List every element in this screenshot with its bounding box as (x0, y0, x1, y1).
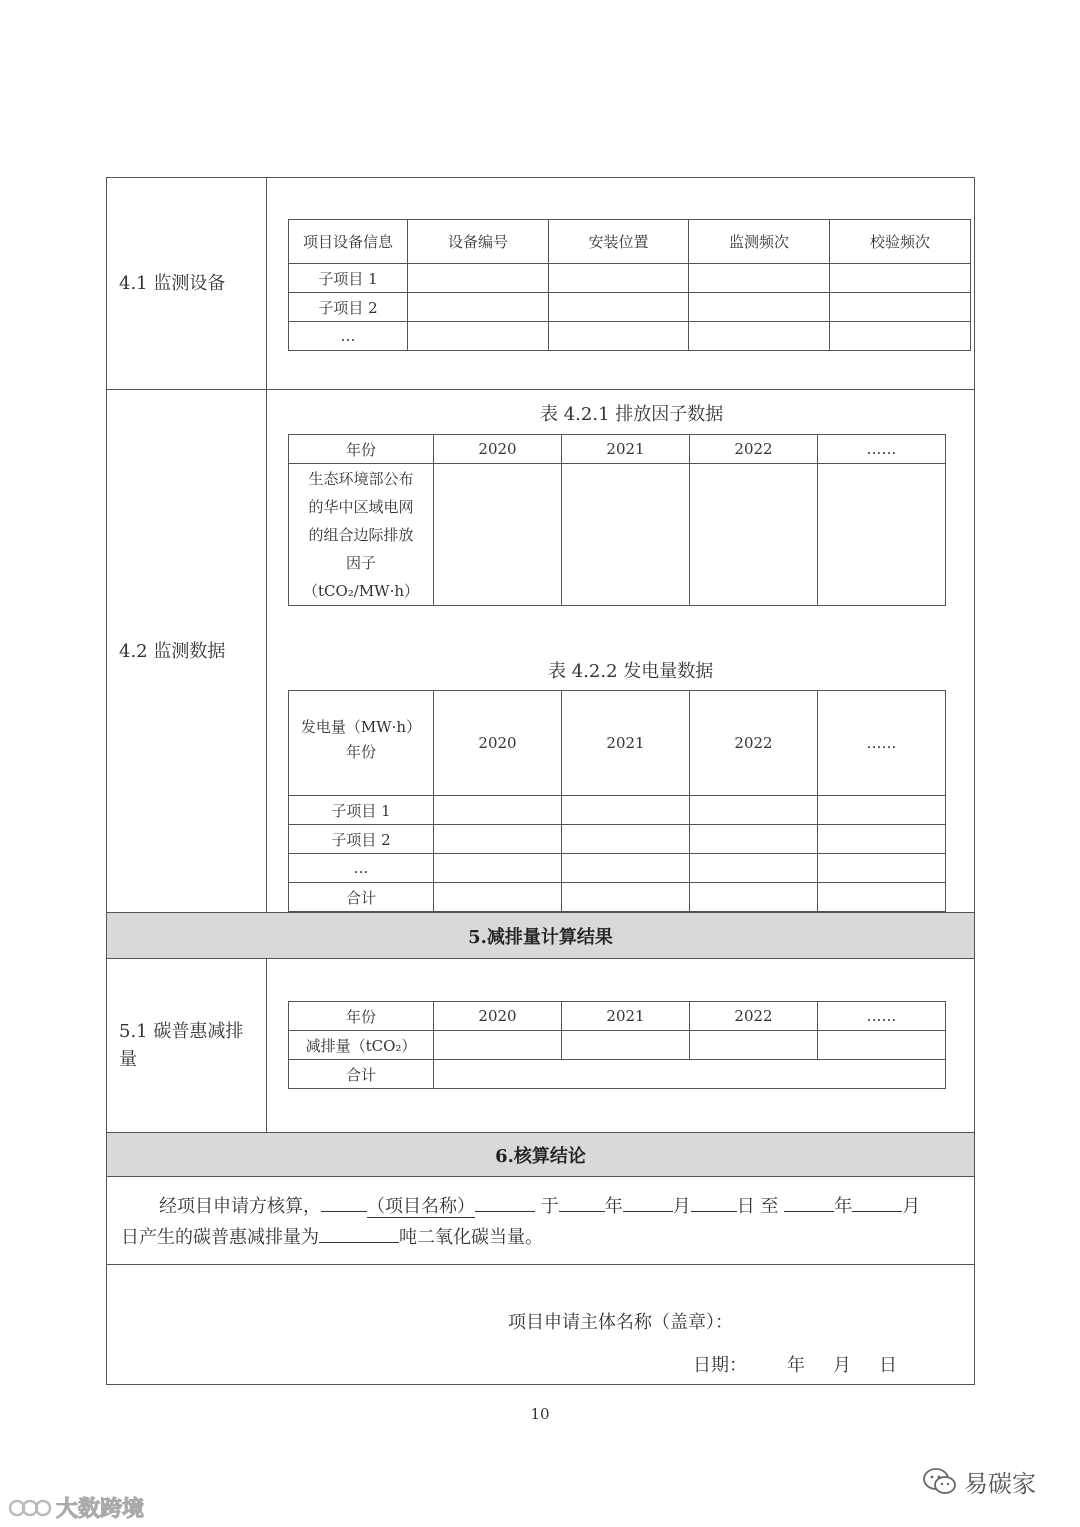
table-row (289, 796, 946, 825)
header-cell: 年份 (289, 435, 434, 464)
header-cell: 2022 (690, 435, 818, 464)
applicant-name-label: 项目申请主体名称（盖章）： (508, 1312, 733, 1333)
header-cell: 2020 (434, 1002, 562, 1031)
table-header-row (289, 220, 971, 264)
watermark-right: 易碳家 (922, 1464, 1036, 1499)
wechat-icon (922, 1466, 958, 1498)
header-cell: 2020 (434, 435, 562, 464)
table-row (289, 1060, 946, 1089)
row-label: … (289, 322, 408, 351)
header-cell: 安装位置 (549, 220, 689, 264)
project-name-blank-left (321, 1191, 367, 1212)
header-cell: 设备编号 (408, 220, 549, 264)
row-label: 子项目 1 (289, 796, 434, 825)
header-cell: 2022 (690, 691, 818, 796)
section-6-band: 6.核算结论 (107, 1133, 974, 1176)
diagonal-header-cell: 发电量（MW·h） 年份 (289, 691, 434, 796)
divider-conclusion-sign (106, 1264, 975, 1265)
header-cell: 2021 (562, 435, 690, 464)
header-cell: 监测频次 (689, 220, 830, 264)
header-cell: …… (818, 1002, 946, 1031)
header-cell: …… (818, 691, 946, 796)
table-row (289, 883, 946, 912)
conclusion-paragraph (121, 1191, 966, 1253)
table-row (289, 825, 946, 854)
table-4-2-1-caption: 表 4.2.1 排放因子数据 (540, 404, 724, 425)
table-row (289, 1031, 946, 1060)
end-year-blank (784, 1191, 834, 1212)
divider-6band (106, 1176, 975, 1177)
start-day-blank (691, 1191, 737, 1212)
label-column-divider-mid (266, 958, 267, 1133)
row-label: … (289, 854, 434, 883)
table-row (289, 464, 946, 606)
header-cell: 校验频次 (830, 220, 971, 264)
section-5-1-label: 5.1 碳普惠减排 量 (119, 1021, 244, 1070)
table-4-2-2-caption: 表 4.2.2 发电量数据 (548, 661, 714, 682)
header-cell: …… (818, 435, 946, 464)
reduction-amount-blank (319, 1222, 399, 1243)
header-cell: 2020 (434, 691, 562, 796)
table-row (289, 322, 971, 351)
project-name-blank-right (475, 1191, 535, 1212)
conclusion-line-1: 经项目申请方核算， （项目名称） 于 年 月 日 至 年 月 (121, 1191, 966, 1222)
power-generation-table (288, 690, 946, 912)
row-label: 合计 (289, 1060, 434, 1089)
header-cell: 2022 (690, 1002, 818, 1031)
emission-factor-label: 生态环境部公布 的华中区域电网 的组合边际排放 因子 （tCO₂/MW·h） (289, 464, 434, 606)
signature-date: 日期： 年 月 日 (693, 1355, 897, 1376)
header-cell: 年份 (289, 1002, 434, 1031)
label-column-divider-top (266, 177, 267, 913)
header-cell: 2021 (562, 691, 690, 796)
row-label: 子项目 2 (289, 293, 408, 322)
section-4-1-label: 4.1 监测设备 (119, 273, 226, 294)
row-label: 子项目 1 (289, 264, 408, 293)
divider-5band (106, 958, 975, 959)
table-row (289, 293, 971, 322)
brand-logo-icon (8, 1495, 52, 1521)
row-label: 减排量（tCO₂） (289, 1031, 434, 1060)
table-row (289, 854, 946, 883)
header-cell: 2021 (562, 1002, 690, 1031)
table-header-row (289, 435, 946, 464)
table-row (289, 264, 971, 293)
start-month-blank (623, 1191, 673, 1212)
row-label: 子项目 2 (289, 825, 434, 854)
section-4-2-label: 4.2 监测数据 (119, 641, 226, 662)
end-month-blank (852, 1191, 902, 1212)
row-label: 合计 (289, 883, 434, 912)
conclusion-line-2: 日产生的碳普惠减排量为 吨二氧化碳当量。 (121, 1222, 966, 1253)
emission-reduction-table (288, 1001, 946, 1089)
start-year-blank (559, 1191, 605, 1212)
monitoring-equipment-table (288, 219, 971, 351)
section-5-band: 5.减排量计算结果 (107, 913, 974, 958)
emission-factor-table (288, 434, 946, 606)
table-header-row (289, 1002, 946, 1031)
project-name-placeholder: （项目名称） (367, 1196, 475, 1217)
page-number: 10 (530, 1405, 550, 1423)
header-cell: 项目设备信息 (289, 220, 408, 264)
watermark-left: 大数跨境 (8, 1492, 144, 1523)
table-header-row (289, 691, 946, 796)
divider-41-42 (106, 389, 975, 390)
